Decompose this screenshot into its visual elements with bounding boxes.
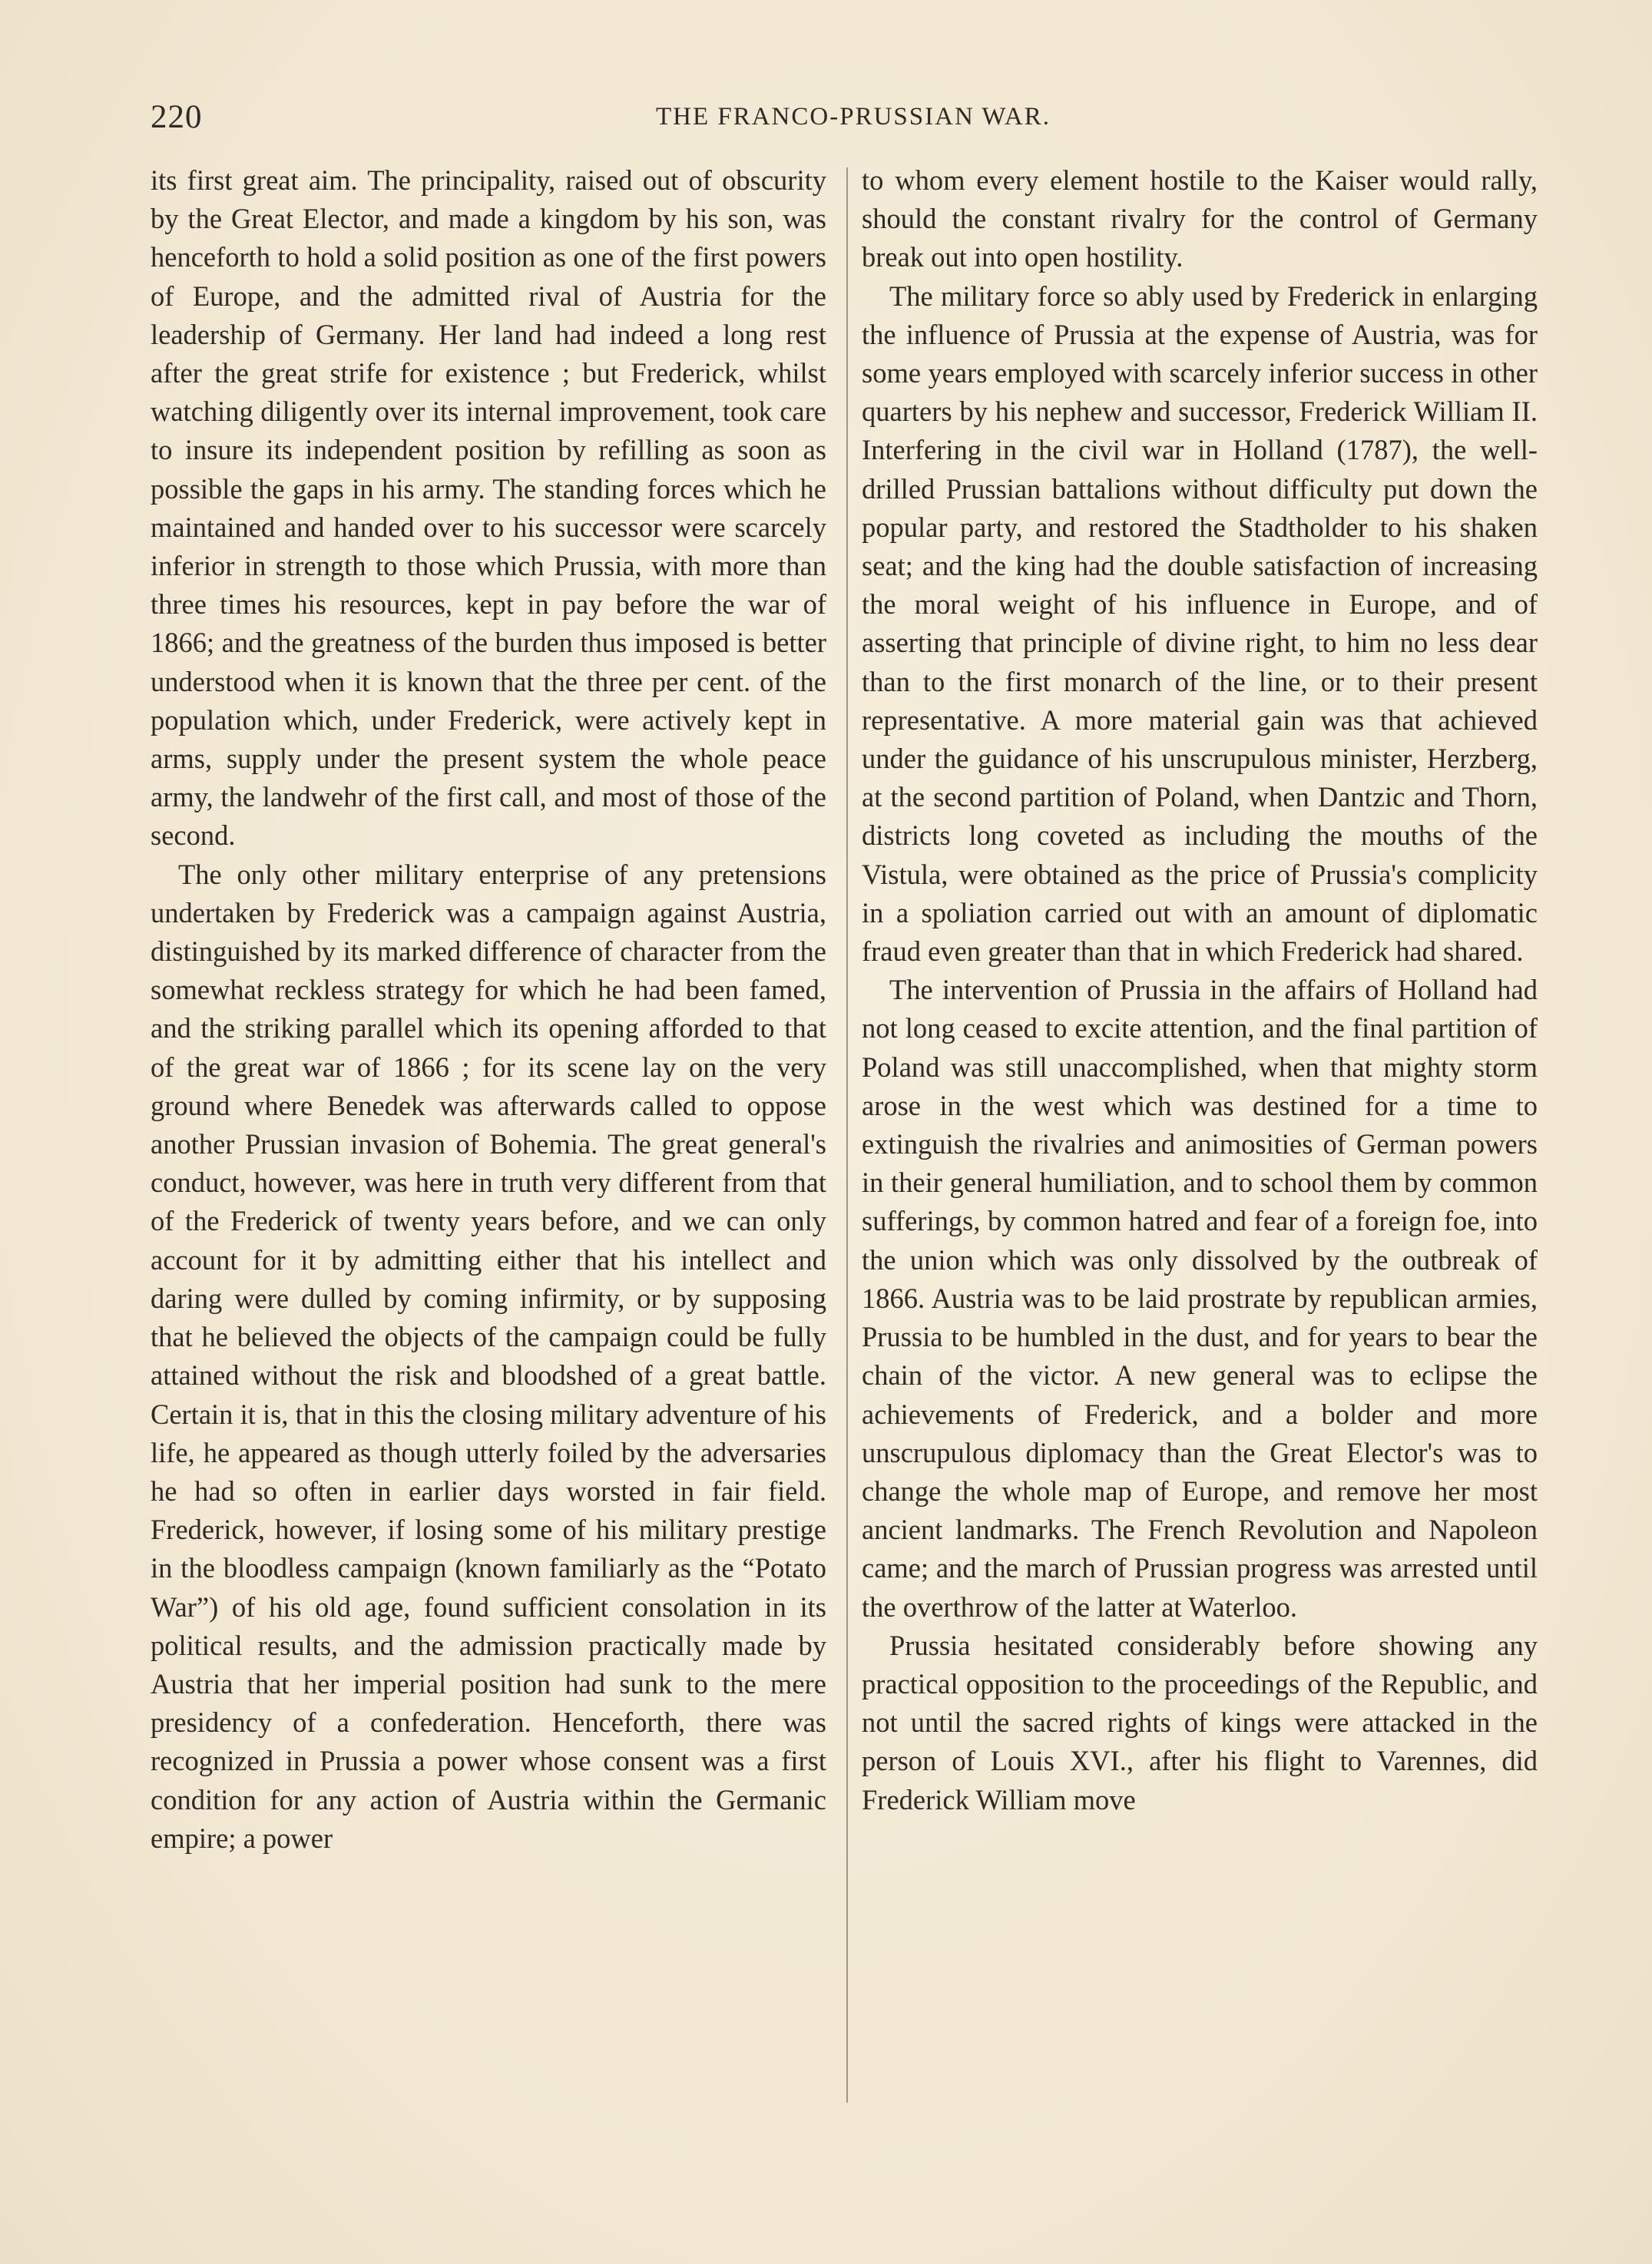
left-column bbox=[151, 161, 826, 1858]
right-paragraph-4: Prussia hesitated considerably before showing any practical opposition to the proceedings of the Republic, and not until the sacred rights of kings were attacked in the person of Louis XVI., after his flight to Varennes, did Frederick William move bbox=[862, 1629, 1538, 1816]
running-title: THE FRANCO-PRUSSIAN WAR. bbox=[655, 103, 1051, 131]
page-number: 220 bbox=[151, 99, 203, 135]
column-divider bbox=[846, 167, 848, 2103]
right-paragraph-2: The military force so ably used by Frederick in enlarging the influence of Prussia at the expense of Austria, was for some years employed with scarcely inferior success in other quarters by his nephew and successor, Frederick William II. Interfering in the civil war in Holland (1787), the well-drilled Prussian battalions without difficulty put down the popular party, and restored the Stadtholder to his shaken seat; and the king had the double satisfaction of increasing the moral weight of his influence in Europe, and of asserting that principle of divine right, to him no less dear than to the first monarch of the line, or to their present representative. A more material gain was that achieved under the guidance of his unscrupulous minister, Herzberg, at the second partition of Poland, when Dantzic and Thorn, districts long coveted as including the mouths of the Vistula, were obtained as the price of Prussia's complicity in a spoliation carried out with an amount of diplomatic fraud even greater than that in which Frederick had shared. bbox=[862, 280, 1538, 968]
right-paragraph-1: to whom every element hostile to the Kaiser would rally, should the constant rivalry for the control of Germany break out into open hostility. bbox=[862, 164, 1538, 273]
right-column bbox=[862, 161, 1538, 1819]
left-paragraph-2: The only other military enterprise of any pretensions undertaken by Frederick was a campaign against Austria, distinguished by its marked difference of character from the somewhat reckless strategy for which he had been famed, and the striking parallel which its opening afforded to that of the great war of 1866 ; for its scene lay on the very ground where Benedek was afterwards called to oppose another Prussian invasion of Bohemia. The great general's conduct, however, was here in truth very different from that of the Frederick of twenty years before, and we can only account for it by admitting either that his intellect and daring were dulled by coming infirmity, or by supposing that he believed the objects of the campaign could be fully attained without the risk and bloodshed of a great battle. Certain it is, that in this the closing military adventure of his life, he appeared as though utterly foiled by the adversaries he had so often in earlier days worsted in fair field. Frederick, however, if losing some of his military prestige in the bloodless campaign (known familiarly as the “Potato War”) of his old age, found sufficient consolation in its political results, and the admission practically made by Austria that her imperial position had sunk to the mere presidency of a confederation. Henceforth, there was recognized in Prussia a power whose consent was a first condition for any action of Austria within the Germanic empire; a power bbox=[151, 858, 826, 1854]
left-paragraph-1: its first great aim. The principality, raised out of obscurity by the Great Elector, and made a kingdom by his son, was henceforth to hold a solid position as one of the first powers of Europe, and the admitted rival of Austria for the leadership of Germany. Her land had indeed a long rest after the great strife for existence ; but Frederick, whilst watching diligently over its internal improvement, took care to insure its independent position by refilling as soon as possible the gaps in his army. The standing forces which he maintained and handed over to his successor were scarcely inferior in strength to those which Prussia, with more than three times his resources, kept in pay before the war of 1866; and the greatness of the burden thus imposed is better understood when it is known that the three per cent. of the population which, under Frederick, were actively kept in arms, supply under the present system the whole peace army, the landwehr of the first call, and most of those of the second. bbox=[151, 164, 826, 852]
right-paragraph-3: The intervention of Prussia in the affairs of Holland had not long ceased to excite attention, and the final partition of Poland was still unaccomplished, when that mighty storm arose in the west which was destined for a time to extinguish the rivalries and animosities of German powers in their general humiliation, and to school them by common sufferings, by common hatred and fear of a foreign foe, into the union which was only dissolved by the outbreak of 1866. Austria was to be laid prostrate by republican armies, Prussia to be humbled in the dust, and for years to bear the chain of the victor. A new general was to eclipse the achievements of Frederick, and a bolder and more unscrupulous diplomacy than the Great Elector's was to change the whole map of Europe, and remove her most ancient landmarks. The French Revolution and Napoleon came; and the march of Prussian progress was arrested until the overthrow of the latter at Waterloo. bbox=[862, 974, 1538, 1623]
page-header bbox=[151, 98, 1556, 144]
